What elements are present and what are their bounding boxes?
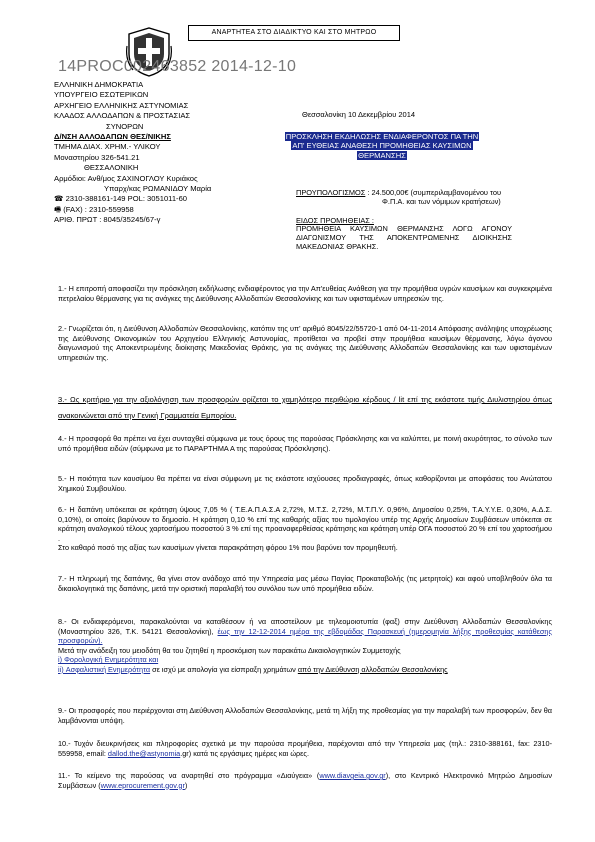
posting-stamp: ΑΝΑΡΤΗΤΕΑ ΣΤΟ ΔΙΑΔΙΚΤΥΟ ΚΑΙ ΣΤΟ ΜΗΤΡΩΟ <box>188 25 400 41</box>
sender-line: Αρμόδιοι: Ανθ/μος ΣΑΧΙΝΟΓΛΟΥ Κυριάκος <box>54 173 198 183</box>
contact-email-link[interactable]: dallod.the@astynomia <box>107 748 181 758</box>
paragraph-8-validity: σε ισχύ με απολογία για είσπραξη χρημάτων <box>150 664 298 674</box>
document-date: Θεσσαλονίκη 10 Δεκεμβρίου 2014 <box>302 110 416 119</box>
paragraph-8-text: 8.- Οι ενδιαφερόμενοι, παρακαλούνται να καταθέσουν ή να αποστείλουν με τηλεομοιοτυπία (φαξ) στην Διεύθυνση Αλλοδαπών Θεσσαλονίκης (Μοναστηρίου 326, Τ.Κ. 54121 Θεσσαλονίκη), <box>58 617 552 636</box>
paragraph-8 <box>58 617 552 675</box>
tax-clearance-item: i) Φορολογική Ενημερότητα και <box>58 655 159 665</box>
budget-label: ΠΡΟΥΠΟΛΟΓΙΣΜΟΣ <box>296 188 366 197</box>
document-id-watermark: 14PROC002463852 2014-12-10 <box>58 58 297 75</box>
sender-block <box>54 80 274 226</box>
sender-line: Μοναστηρίου 326-541.21 <box>54 152 140 162</box>
diavgeia-link[interactable]: www.diavgeia.gov.gr <box>319 771 386 780</box>
paragraph-6-text: 6.- Η δαπάνη υπόκειται σε κράτηση ύψους 7,05 % ( Τ.Ε.Α.Π.Α.Σ.Α 2,72%, Μ.Τ.Σ. 2,72%, Μ.Τ.Π.Υ. 0,96%, Δημοσίου 0,25%, Τ.Α.Υ.Υ.Ε. 0,30%, Α.Δ.Σ. 0,10%), οι οποίες βαρύνουν το δημοσίο. Η κράτηση 0,10 % επί της καθαρής αξίας του τιμολογίου υπέρ της Αρχής Δημοσίων Συμβάσεων υπόκειται σε κράτηση αναλογικού τέλους χαρτοσήμου ποσοστού 3 % επί της προαναφερθείσας κράτησης και κράτηση υπέρ ΟΓΑ ποσοστού 20 % επί του χαρτοσήμου . <box>58 505 552 543</box>
sender-phone: ☎ 2310-388161-149 POL: 3051011-60 <box>54 194 188 204</box>
paragraph-3: 3.- Ως κριτήριο για την αξιολόγηση των προσφορών ορίζεται το χαμηλότερο περιθώριο κέρδους / lit επί της εκάστοτε τιμής Διυλιστηρίου όπως ανακοινώνεται από την Γενική Γραμματεία Εμπορίου. <box>58 395 552 420</box>
paragraph-5: 5.- Η ποιότητα των καυσίμου θα πρέπει να είναι σύμφωνη με τις εκάστοτε ισχύουσες προδιαγραφές, όπως καθορίζονται με αποφάσεις του Ανώτατου Χημικού Συμβουλίου. <box>58 474 552 493</box>
insurance-clearance-item: ii) Ασφαλιστική Ενημερότητα <box>58 664 151 674</box>
sender-fax: 🖷 (FAX) : 2310-559958 <box>54 204 134 214</box>
sender-line: ΤΜΗΜΑ ΔΙΑΧ. ΧΡΗΜ.- ΥΛΙΚΟΥ <box>54 142 161 152</box>
sender-line: ΕΛΛΗΝΙΚΗ ΔΗΜΟΚΡΑΤΙΑ <box>54 80 144 89</box>
paragraph-11-mid: ), στο Κεντρικό Ηλεκτρονικό Μητρώο Δημοσίων Συμβάσεων ( <box>58 771 552 790</box>
document-title <box>278 132 486 160</box>
procurement-kind-label: ΕΙΔΟΣ ΠΡΟΜΗΘΕΙΑΣ : <box>296 216 374 225</box>
paragraph-11 <box>58 771 552 790</box>
paragraph-11-text: 11.- Το κείμενο της παρούσας να αναρτηθεί στο πρόγραμμα «Διαύγεια» ( <box>58 771 320 780</box>
paragraph-8-deadline: έως την 12-12-2014 ημέρα της εβδομάδας Παρασκευή (ημερομηνία λήξης προθεσμίας κατάθεσης προσφορών). <box>58 626 552 646</box>
paragraph-2: 2.- Γνωρίζεται ότι, η Διεύθυνση Αλλοδαπών Θεσσαλονίκης, κατόπιν της υπ' αριθμό 8045/22/55720-1 από 04-11-2014 Απόφασης ανάληψης υποχρέωσης της Διεύθυνσης Οικονομικών του Αρχηγείου Ελληνικής Αστυνομίας, προτίθεται να προβεί στην προμήθεια καυσίμων θέρμανσης, λόγω άγονου διαγωνισμού της Αποκεντρωμένης διοίκησης Μακεδονίας Θράκης, για τις ανάγκες της Διεύθυνσης Αλλοδαπών Θεσσαλονίκης και των υφισταμένων υπηρεσιών της. <box>58 324 552 362</box>
title-line: ΘΕΡΜΑΝΣΗΣ <box>358 150 406 160</box>
paragraph-1: 1.- Η επιτροπή αποφασίζει την πρόσκληση εκδήλωσης ενδιαφέροντος για την Απ'ευθείας Ανάθεση για την προμήθεια υγρών καυσίμων και συγκεκριμένα πετρελαίου θέρμανσης για τις ανάγκες της Διεύθυνσης Αλλοδαπών Θεσσαλονίκης και των υφισταμένων υπηρεσιών της. <box>58 284 552 303</box>
sender-line: ΚΛΑΔΟΣ ΑΛΛΟΔΑΠΩΝ & ΠΡΟΣΤΑΣΙΑΣ <box>54 111 191 121</box>
paragraph-11-end: ) <box>184 780 188 790</box>
sender-line: ΘΕΣΣΑΛΟΝΙΚΗ <box>84 163 139 173</box>
title-line: ΑΠ' ΕΥΘΕΙΑΣ ΑΝΑΘΕΣΗ ΠΡΟΜΗΘΕΙΑΣ ΚΑΥΣΙΜΩΝ <box>292 141 472 151</box>
paragraph-6-note: Στο καθαρό ποσό της αξίας των καυσίμων γίνεται παρακράτηση φόρου 1% που βαρύνει τον προμηθευτή. <box>58 543 398 553</box>
eprocurement-link[interactable]: www.eprocurement.gov.gr <box>100 780 185 790</box>
sender-line: ΑΡΧΗΓΕΙΟ ΕΛΛΗΝΙΚΗΣ ΑΣΤΥΝΟΜΙΑΣ <box>54 100 189 110</box>
paragraph-6 <box>58 505 552 553</box>
budget-value-cont: Φ.Π.Α. και των νόμιμων κρατήσεων) <box>382 197 501 206</box>
paragraph-10-text: 10.- Τυχόν διευκρινήσεις και πληροφορίες σχετικά με την παρούσα προμήθεια, παρέχονται από την Υπηρεσία μας (τηλ.: 2310-388161, fax: 2310-559958, email: <box>58 739 552 758</box>
sender-line: Υπαρχ/κας ΡΩΜΑΝΙΔΟΥ Μαρία <box>104 184 212 194</box>
paragraph-7: 7.- Η πληρωμή της δαπάνης, θα γίνει στον ανάδοχο από την Υπηρεσία μας μέσω Παγίας Προκαταβολής (τις μετρητοίς) και αφού υποβληθούν όλα τα δικαιολογητικά της δαπάνης, μετά την οριστική παραλαβή του συνόλου των υπό προμήθεια ειδών. <box>58 574 552 593</box>
paragraph-8-issuer: από την Διεύθυνση αλλοδαπών Θεσσαλονίκης <box>297 664 448 674</box>
paragraph-10 <box>58 739 552 758</box>
paragraph-9: 9.- Οι προσφορές που περιέρχονται στη Διεύθυνση Αλλοδαπών Θεσσαλονίκης, μετά τη λήξη της προθεσμίας για την παραλαβή των προσφορών, δεν θα λαμβάνονται υπόψη. <box>58 706 552 725</box>
title-line: ΠΡΟΣΚΛΗΣΗ ΕΚΔΗΛΩΣΗΣ ΕΝΔΙΑΦΕΡΟΝΤΟΣ ΠΑ ΤΗΝ <box>285 132 479 141</box>
protocol-number: ΑΡΙΘ. ΠΡΩΤ : 8045/35245/67-γ <box>54 215 161 225</box>
paragraph-4: 4.- Η προσφορά θα πρέπει να έχει συνταχθεί σύμφωνα με τους όρους της παρούσας Πρόσκλησης και να καλύπτει, με ποινή ακυρότητας, το σύνολο των υπό προμήθεια ειδών (σύμφωνα με το ΠΑΡΑΡΤΗΜΑ Α της παρούσας Πρόσκλησης). <box>58 434 552 453</box>
paragraph-8-requirements: Μετά την ανάδειξη του μειοδότη θα του ζητηθεί η προσκόμιση των παρακάτω Δικαιολογητικών Συμμετοχής <box>58 645 401 655</box>
budget-value: : 24.500,00€ (συμπεριλαμβανομένου του <box>365 188 501 197</box>
procurement-kind-text: ΠΡΟΜΗΘΕΙΑ ΚΑΥΣΙΜΩΝ ΘΕΡΜΑΝΣΗΣ ΛΟΓΩ ΑΓΟΝΟΥ ΔΙΑΓΩΝΙΣΜΟΥ ΤΗΣ ΑΠΟΚΕΝΤΡΩΜΕΝΗΣ ΔΙΟΙΚΗΣΗΣ ΜΑΚΕΔΟΝΙΑΣ ΘΡΑΚΗΣ. <box>296 224 512 252</box>
sender-line: ΥΠΟΥΡΓΕΙΟ ΕΣΩΤΕΡΙΚΩΝ <box>54 90 149 100</box>
sender-line: Δ/ΝΣΗ ΑΛΛΟΔΑΠΩΝ ΘΕΣ/ΝΙΚΗΣ <box>54 132 171 142</box>
paragraph-10-end: .gr) κατά τις εργάσιμες ημέρες και ώρες. <box>180 748 309 758</box>
sender-line: ΣΥΝΟΡΩΝ <box>106 121 144 131</box>
